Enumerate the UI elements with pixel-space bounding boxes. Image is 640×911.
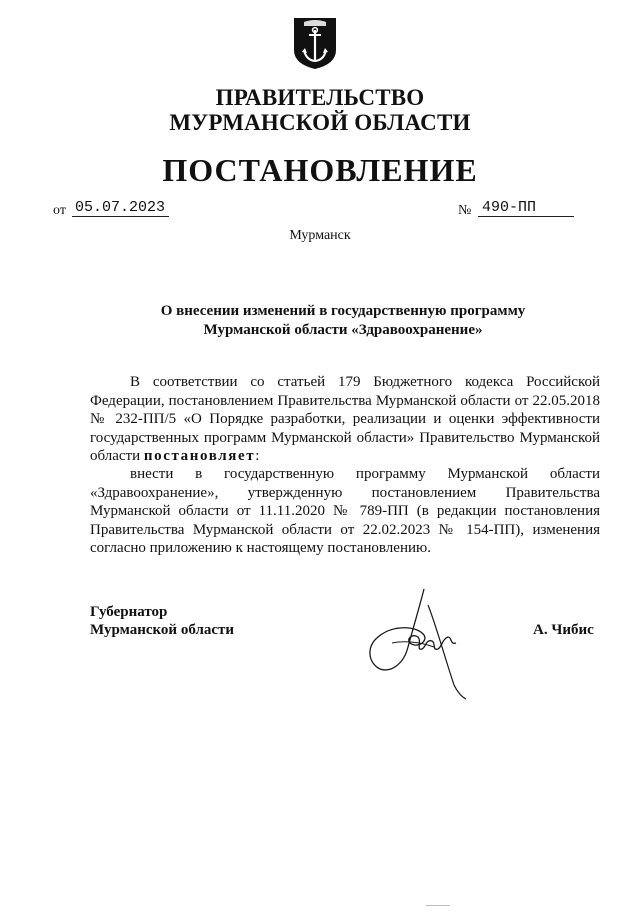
- document-number: 490-ПП: [478, 199, 574, 217]
- document-subject: [150, 302, 536, 340]
- signatory-position-line2: Мурманской области: [90, 622, 235, 638]
- document-type-title: ПОСТАНОВЛЕНИЕ: [162, 152, 478, 188]
- subject-line-2: Мурманской области «Здравоохранение»: [203, 322, 483, 338]
- authority-name-line2: МУРМАНСКОЙ ОБЛАСТИ: [169, 110, 471, 135]
- city-name: Мурманск: [289, 228, 351, 243]
- date-prefix: от: [53, 203, 66, 218]
- number-prefix: №: [458, 203, 472, 218]
- paragraph-resolution-text: внести в государственную программу Мурманской области «Здравоохранение», утвержденную постановлением Правительства Мурманской области от 11.11.2020 № 789-ПП (в редакции постановления Правительства Мурманской области от 22.02.2023 № 154-ПП), изменения согласно приложению к настоящему постановлению.: [90, 466, 600, 556]
- paragraph-basis-text: В соответствии со статьей 179 Бюджетного кодекса Российской Федерации, постановлением Правительства Мурманской области от 22.05.2018 № 232-ПП/5 «О Порядке разработки, реализации и оценки эффективности государственных программ Мурманской области» Правительство Мурманской области: [90, 374, 600, 464]
- subject-line-1: О внесении изменений в государственную программу: [160, 303, 526, 319]
- document-date: 05.07.2023: [72, 199, 169, 217]
- signatory-position: [90, 603, 234, 639]
- paragraph-basis: [90, 373, 600, 466]
- signatory-position-line1: Губернатор: [90, 604, 168, 620]
- signatory-name: А. Чибис: [533, 622, 594, 638]
- resolution-keyword: постановляет: [143, 448, 256, 464]
- page-footer-mark: [426, 905, 450, 906]
- paragraph-resolution: [90, 465, 600, 558]
- handwritten-signature: [362, 585, 482, 701]
- coat-of-arms-icon: [292, 16, 338, 70]
- authority-name-line1: ПРАВИТЕЛЬСТВО: [215, 85, 425, 110]
- paragraph-basis-tail: :: [255, 448, 260, 464]
